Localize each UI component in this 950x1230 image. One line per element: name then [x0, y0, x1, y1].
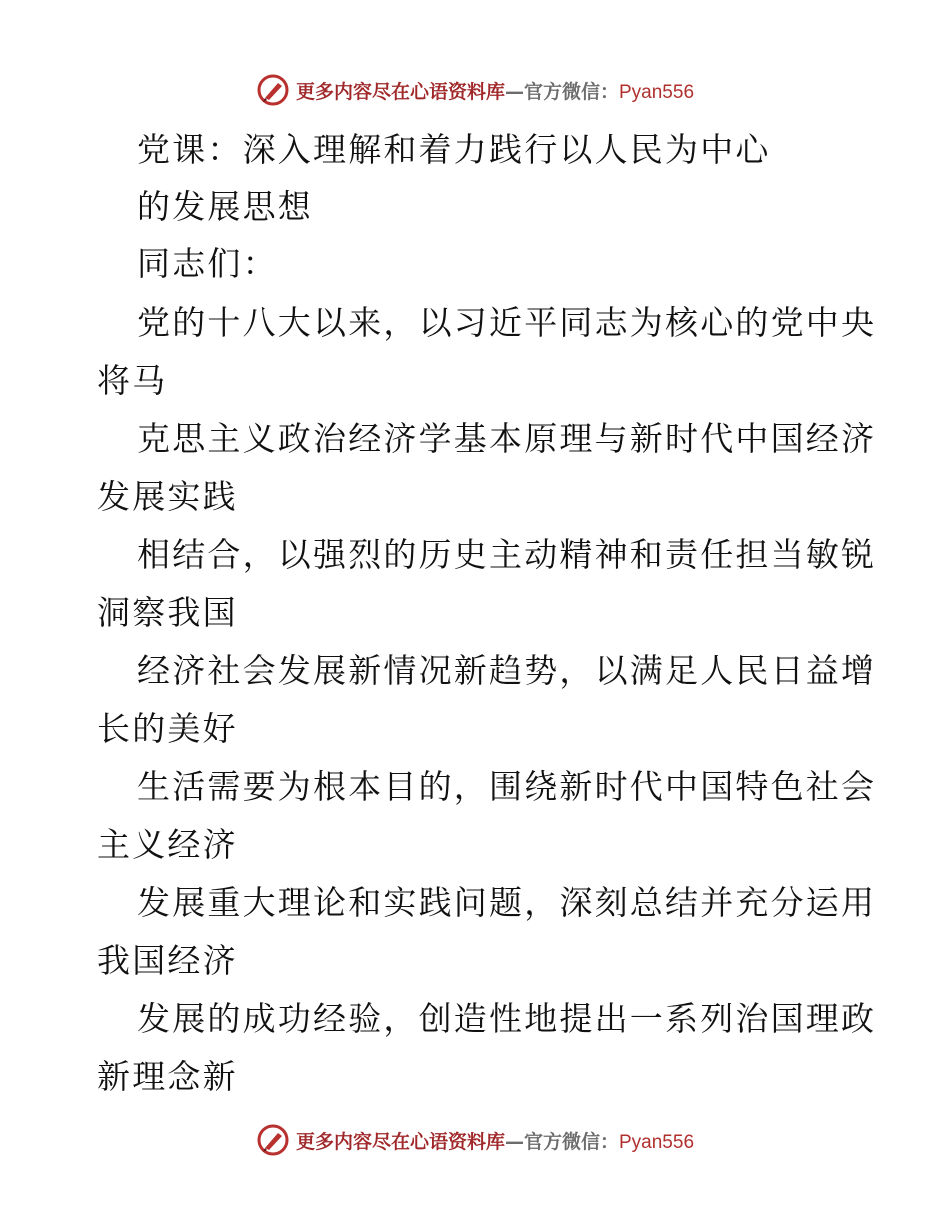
footer-wechat-id: Pyan556 [619, 1131, 695, 1153]
paragraph-line: 主义经济 [97, 825, 238, 864]
header-banner-text [296, 77, 694, 104]
header-banner [0, 70, 950, 110]
header-site-text: 更多内容尽在心语资料库 [295, 80, 505, 103]
paragraph-line: 生活需要为根本目的，围绕新时代中国特色社会 [137, 767, 877, 806]
paragraph-line: 相结合，以强烈的历史主动精神和责任担当敏锐 [137, 535, 877, 574]
paragraph-line: 长的美好 [97, 709, 238, 748]
footer-banner-text [296, 1127, 694, 1154]
salutation: 同志们： [137, 244, 278, 283]
paragraph-line: 发展的成功经验，创造性地提出一系列治国理政 [137, 999, 877, 1038]
paragraph-line: 我国经济 [97, 941, 238, 980]
paragraph-line: 发展重大理论和实践问题，深刻总结并充分运用 [137, 883, 877, 922]
pen-logo-icon [256, 1123, 290, 1157]
paragraph-line: 党的十八大以来，以习近平同志为核心的党中央 [137, 303, 877, 342]
paragraph-line: 洞察我国 [97, 593, 238, 632]
paragraph-line: 新理念新 [97, 1057, 238, 1096]
paragraph-line: 克思主义政治经济学基本原理与新时代中国经济 [137, 419, 877, 458]
footer-wechat-label: 官方微信： [523, 1130, 619, 1153]
title-line-1: 党课：深入理解和着力践行以人民为中心 [137, 130, 771, 169]
footer-banner [0, 1120, 950, 1160]
pen-logo-icon [256, 73, 290, 107]
header-dash: — [504, 80, 524, 103]
footer-dash: — [504, 1130, 524, 1153]
header-wechat-id: Pyan556 [619, 81, 695, 103]
title-line-2: 的发展思想 [137, 187, 313, 226]
paragraph-line: 经济社会发展新情况新趋势，以满足人民日益增 [137, 651, 877, 690]
paragraph-line: 发展实践 [97, 477, 238, 516]
footer-site-text: 更多内容尽在心语资料库 [295, 1130, 505, 1153]
paragraph-line: 将马 [97, 361, 168, 400]
header-wechat-label: 官方微信： [523, 80, 619, 103]
